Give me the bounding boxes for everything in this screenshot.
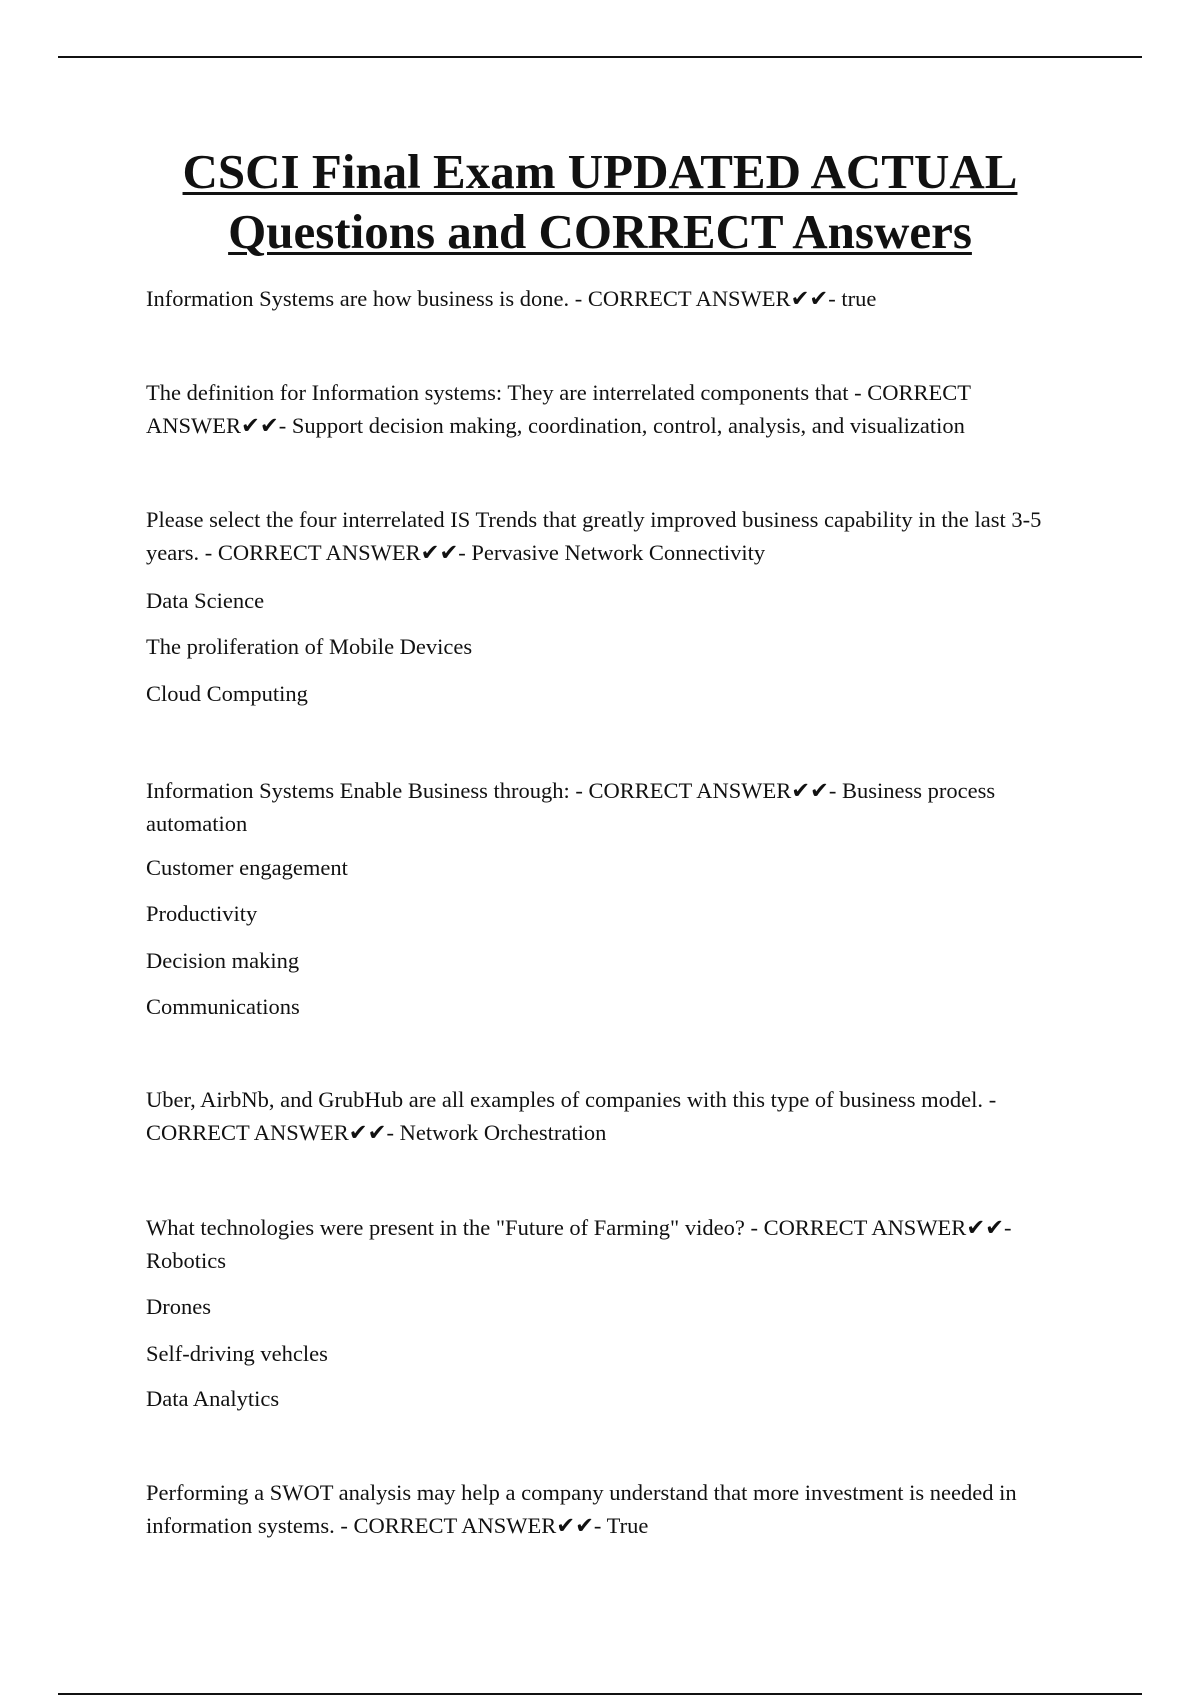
correct-answer-marker: - CORRECT ANSWER✔✔- <box>146 1087 997 1145</box>
footer-rule <box>58 1693 1142 1695</box>
correct-answer-marker: - CORRECT ANSWER✔✔- <box>569 778 843 803</box>
qa-item <box>146 1083 1076 1149</box>
answer-line: Self-driving vehcles <box>146 1341 328 1366</box>
correct-answer-marker: - CORRECT ANSWER✔✔- <box>199 540 472 565</box>
answer-text: Business process automation <box>146 778 996 836</box>
answer-line: Productivity <box>146 901 258 926</box>
qa-item <box>146 1211 1076 1277</box>
answer-line: Data Analytics <box>146 1386 280 1411</box>
title-line-2: Questions and CORRECT Answers <box>228 204 972 259</box>
correct-answer-marker: - CORRECT ANSWER✔✔- <box>146 380 971 438</box>
answer-line: The proliferation of Mobile Devices <box>146 634 473 659</box>
question-text: Uber, AirbNb, and GrubHub are all examples of companies with this type of business model. <box>146 1087 984 1112</box>
answer-line: Decision making <box>146 948 300 973</box>
qa-item <box>146 282 1076 315</box>
title-line-1: CSCI Final Exam UPDATED ACTUAL <box>182 144 1018 199</box>
answer-line: Cloud Computing <box>146 681 308 706</box>
answer-text: Network Orchestration <box>399 1120 607 1145</box>
answer-line: Drones <box>146 1294 211 1319</box>
header-rule <box>58 56 1142 58</box>
answer-text: Support decision making, coordination, control, analysis, and visualization <box>291 413 965 438</box>
answer-text: true <box>841 286 877 311</box>
question-text: Please select the four interrelated IS Trends that greatly improved business capability in the last 3-5 years. <box>146 507 1042 565</box>
correct-answer-marker: - CORRECT ANSWER✔✔- <box>569 286 842 311</box>
qa-item <box>146 774 1076 840</box>
question-text: Information Systems are how business is done. <box>146 286 570 311</box>
question-text: Performing a SWOT analysis may help a company understand that more investment is needed in information systems. <box>146 1480 1017 1538</box>
answer-text: Robotics <box>146 1248 227 1273</box>
question-text: The definition for Information systems: They are interrelated components that <box>146 380 849 405</box>
answer-text: True <box>606 1513 649 1538</box>
qa-item <box>146 376 1076 442</box>
answer-line: Customer engagement <box>146 855 348 880</box>
answer-line: Data Science <box>146 588 265 613</box>
qa-item <box>146 1476 1076 1542</box>
answer-text: Pervasive Network Connectivity <box>471 540 766 565</box>
qa-item <box>146 503 1076 569</box>
correct-answer-marker: - CORRECT ANSWER✔✔- <box>334 1513 607 1538</box>
correct-answer-marker: - CORRECT ANSWER✔✔- <box>744 1215 1012 1240</box>
answer-line: Communications <box>146 994 300 1019</box>
document-title <box>0 142 1200 262</box>
question-text: What technologies were present in the "Future of Farming" video? <box>146 1215 745 1240</box>
question-text: Information Systems Enable Business through: <box>146 778 570 803</box>
